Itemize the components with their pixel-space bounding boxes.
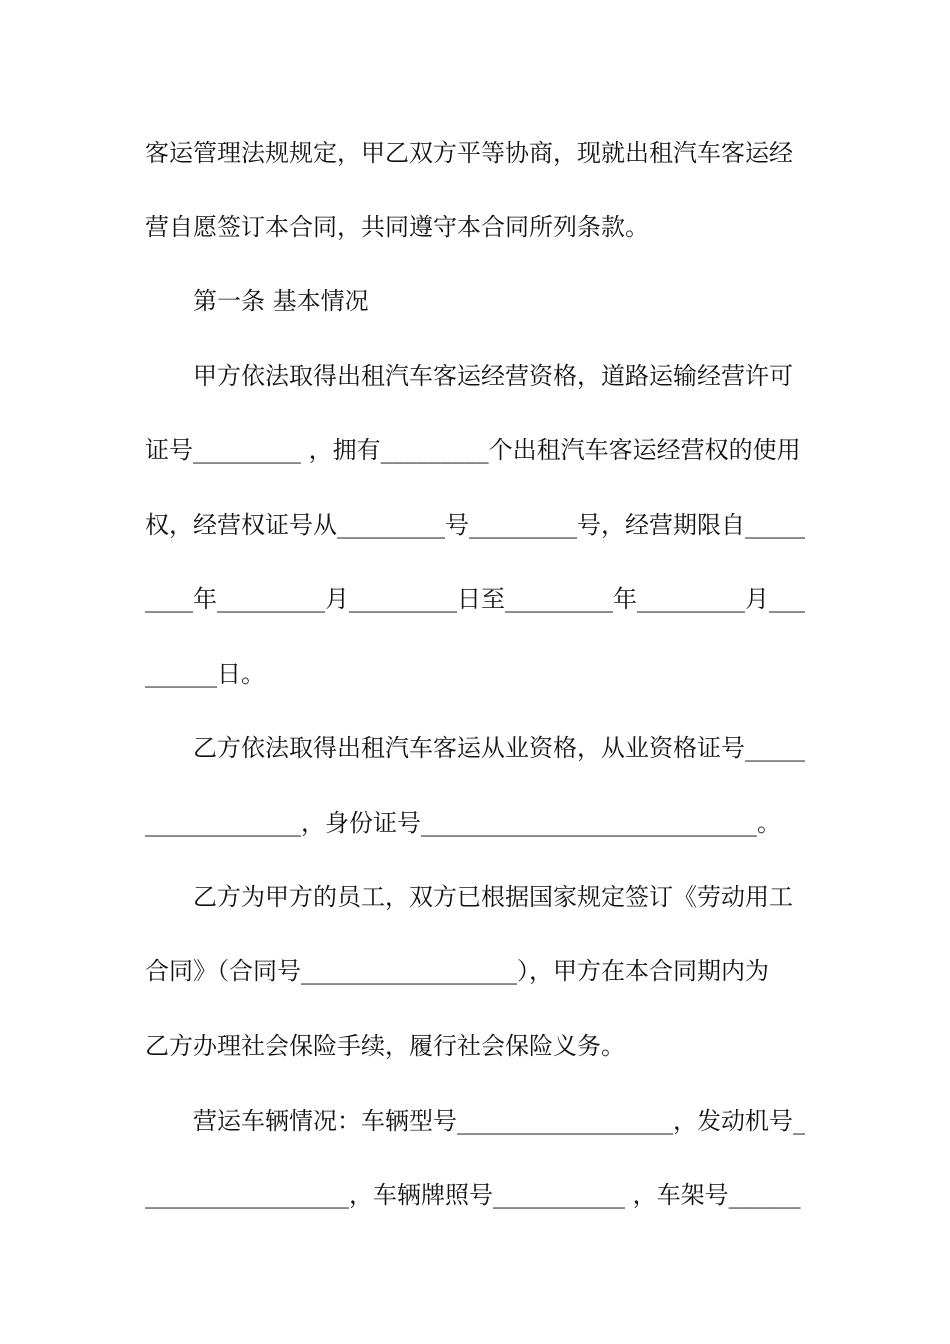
paragraph-line: 营自愿签订本合同，共同遵守本合同所列条款。: [145, 213, 649, 241]
paragraph-line: 甲方依法取得出租汽车客运经营资格，道路运输经营许可: [193, 362, 793, 390]
paragraph-line: 证号_________ ，拥有_________个出租汽车客运经营权的使用: [145, 436, 801, 464]
paragraph-line: ______日。: [145, 660, 265, 688]
paragraph-line: _____________，身份证号____________________________。: [145, 809, 781, 837]
section-heading: 第一条 基本情况: [193, 287, 369, 315]
paragraph-line: 权，经营权证号从_________号_________号，经营期限自_____: [145, 511, 805, 539]
paragraph-line: 乙方为甲方的员工，双方已根据国家规定签订《劳动用工: [193, 883, 793, 911]
paragraph-line: 乙方办理社会保险手续，履行社会保险义务。: [145, 1032, 625, 1060]
paragraph-line: 合同》（合同号__________________），甲方在本合同期内为: [145, 957, 769, 985]
paragraph-line: 客运管理法规规定，甲乙双方平等协商，现就出租汽车客运经: [145, 139, 793, 167]
paragraph-line: 营运车辆情况：车辆型号__________________，发动机号_: [193, 1107, 805, 1135]
paragraph-line: 乙方依法取得出租汽车客运从业资格，从业资格证号_____: [193, 734, 805, 762]
paragraph-line: _________________，车辆牌照号___________ ，车架号______: [145, 1181, 801, 1209]
paragraph-line: ____年_________月_________日至_________年_________月___: [145, 585, 805, 613]
